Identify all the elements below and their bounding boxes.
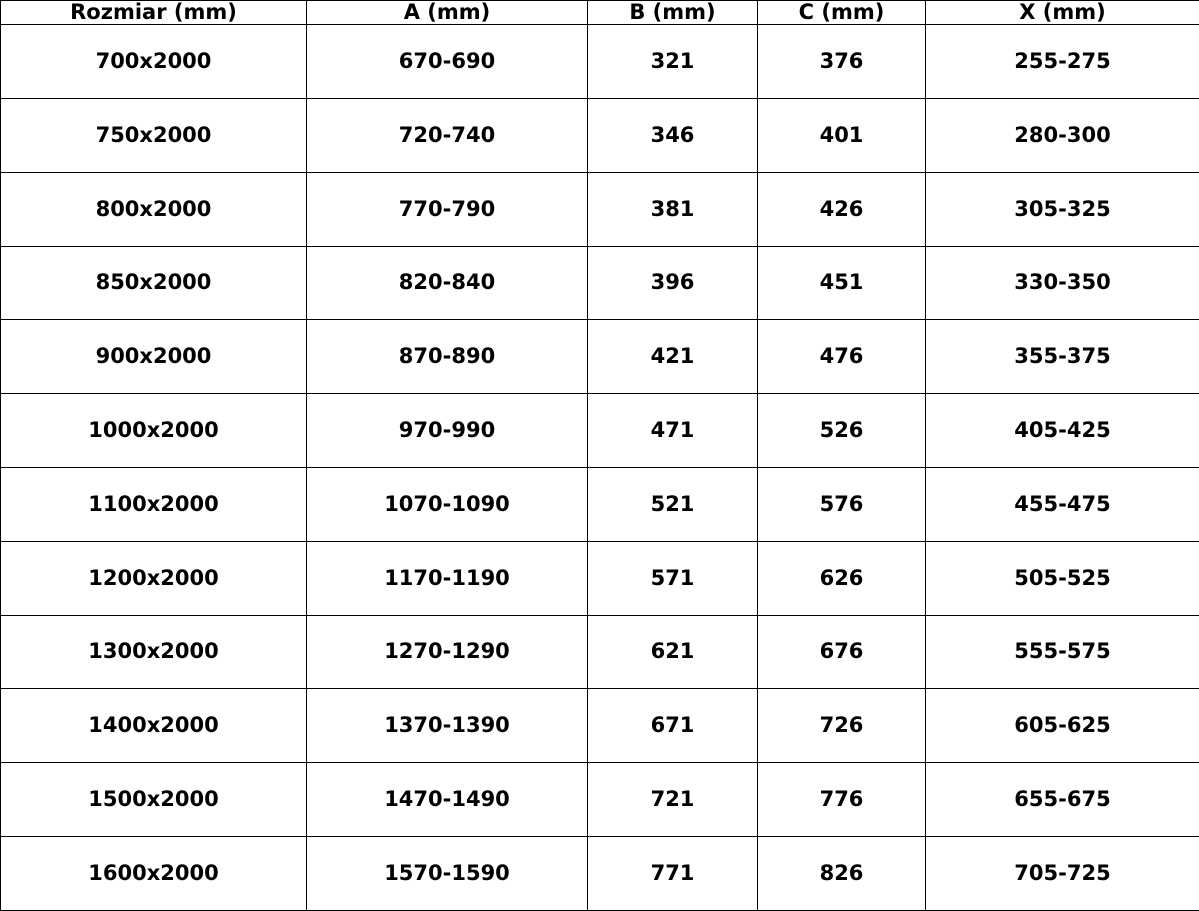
cell-b: 721 [588,763,758,837]
cell-rozmiar: 700x2000 [1,25,307,99]
cell-x: 280-300 [926,98,1199,172]
cell-a: 1170-1190 [307,541,588,615]
cell-x: 355-375 [926,320,1199,394]
cell-b: 321 [588,25,758,99]
cell-rozmiar: 1300x2000 [1,615,307,689]
cell-rozmiar: 750x2000 [1,98,307,172]
cell-x: 555-575 [926,615,1199,689]
cell-c: 726 [758,689,926,763]
cell-c: 626 [758,541,926,615]
cell-a: 1370-1390 [307,689,588,763]
table-row [1,172,1199,246]
cell-b: 521 [588,467,758,541]
cell-a: 720-740 [307,98,588,172]
cell-x: 705-725 [926,837,1199,911]
cell-rozmiar: 1200x2000 [1,541,307,615]
cell-c: 776 [758,763,926,837]
cell-a: 1270-1290 [307,615,588,689]
cell-a: 1470-1490 [307,763,588,837]
cell-a: 670-690 [307,25,588,99]
cell-c: 451 [758,246,926,320]
table-row [1,615,1199,689]
column-header-rozmiar: Rozmiar (mm) [1,1,307,25]
cell-a: 970-990 [307,394,588,468]
table-row [1,467,1199,541]
cell-a: 870-890 [307,320,588,394]
cell-c: 376 [758,25,926,99]
cell-rozmiar: 1100x2000 [1,467,307,541]
cell-a: 820-840 [307,246,588,320]
column-header-a: A (mm) [307,1,588,25]
cell-x: 255-275 [926,25,1199,99]
column-header-c: C (mm) [758,1,926,25]
table-row [1,394,1199,468]
table-row [1,98,1199,172]
cell-c: 476 [758,320,926,394]
cell-b: 396 [588,246,758,320]
table-row [1,320,1199,394]
cell-x: 605-625 [926,689,1199,763]
table-row [1,837,1199,911]
cell-x: 655-675 [926,763,1199,837]
cell-b: 771 [588,837,758,911]
cell-b: 421 [588,320,758,394]
cell-rozmiar: 1500x2000 [1,763,307,837]
cell-rozmiar: 1000x2000 [1,394,307,468]
cell-x: 505-525 [926,541,1199,615]
cell-b: 671 [588,689,758,763]
cell-a: 1570-1590 [307,837,588,911]
cell-b: 346 [588,98,758,172]
table-row [1,246,1199,320]
cell-b: 621 [588,615,758,689]
cell-x: 455-475 [926,467,1199,541]
cell-rozmiar: 800x2000 [1,172,307,246]
cell-c: 676 [758,615,926,689]
cell-b: 381 [588,172,758,246]
cell-rozmiar: 850x2000 [1,246,307,320]
column-header-x: X (mm) [926,1,1199,25]
cell-c: 826 [758,837,926,911]
cell-x: 330-350 [926,246,1199,320]
cell-c: 401 [758,98,926,172]
cell-c: 576 [758,467,926,541]
table-row [1,25,1199,99]
table-header-row [1,1,1199,25]
table-row [1,689,1199,763]
cell-c: 426 [758,172,926,246]
table-row [1,541,1199,615]
cell-rozmiar: 900x2000 [1,320,307,394]
column-header-b: B (mm) [588,1,758,25]
cell-b: 471 [588,394,758,468]
cell-rozmiar: 1600x2000 [1,837,307,911]
cell-c: 526 [758,394,926,468]
cell-rozmiar: 1400x2000 [1,689,307,763]
cell-a: 1070-1090 [307,467,588,541]
cell-x: 405-425 [926,394,1199,468]
cell-b: 571 [588,541,758,615]
table-row [1,763,1199,837]
cell-x: 305-325 [926,172,1199,246]
cell-a: 770-790 [307,172,588,246]
